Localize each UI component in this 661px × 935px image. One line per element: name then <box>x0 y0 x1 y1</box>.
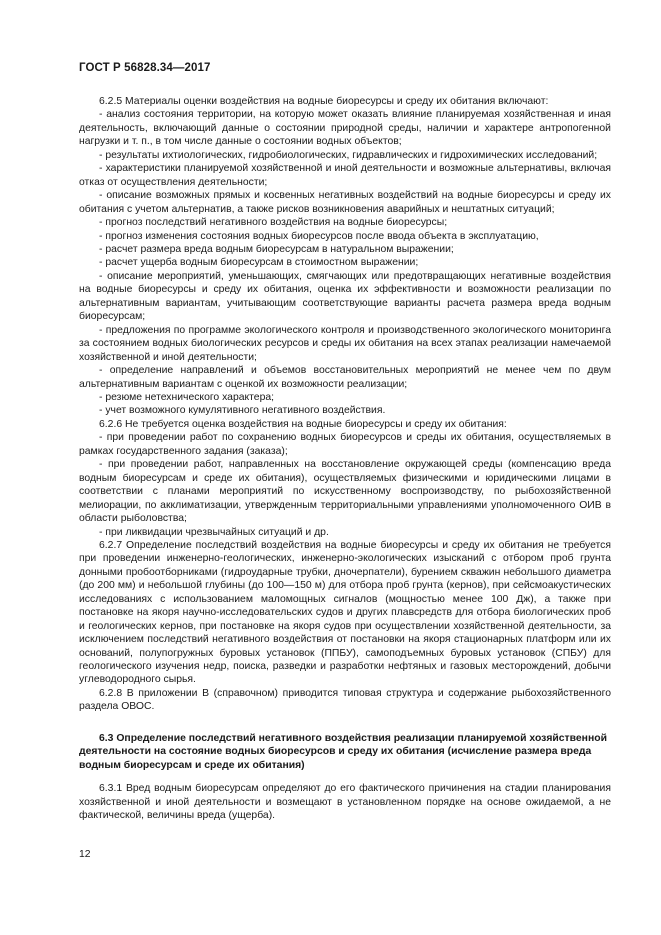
section-heading-6-3: 6.3 Определение последствий негативного воздействия реализации планируемой хозяйственной деятельности на состояние водных биоресурсов и среду их обитания (исчисление размера вреда водным биоресурсам и среде их обитания) <box>79 732 607 771</box>
list-item: - прогноз последствий негативного воздействия на водные биоресурсы; <box>99 217 448 229</box>
list-item: - анализ состояния территории, на которую может оказать влияние планируемая хозяйственная и иная деятельность, включающий данные о состоянии природной среды, наличии и характере антропогенной нагрузки и т. п., в том числе данные о состоянии водных объектов; <box>79 109 611 148</box>
list-item: - при проведении работ, направленных на восстановление окружающей среды (компенсацию вреда водным биоресурсам и среде их обитания), осуществляемых физическими и юридическими лицами в соответствии с планами мероприятий по искусственному воспроизводству, по рыбохозяйственной мелиорации, по акклиматизации, утвержденным территориальными управлениями уполномоченного ОИВ в области рыболовства; <box>79 459 611 525</box>
paragraph-6-2-6: 6.2.6 Не требуется оценка воздействия на водные биоресурсы и среду их обитания: <box>99 418 507 430</box>
list-item: - определение направлений и объемов восстановительных мероприятий не менее чем по двум альтернативным вариантам с оценкой их возможности реализации; <box>79 365 611 390</box>
list-item: - результаты ихтиологических, гидробиологических, гидравлических и гидрохимических исследований; <box>99 149 598 161</box>
list-item: - расчет размера вреда водным биоресурсам в натуральном выражении; <box>99 243 454 255</box>
paragraph-6-2-8: 6.2.8 В приложении В (справочном) приводится типовая структура и содержание рыбохозяйственного раздела ОВОС. <box>79 687 611 713</box>
list-item: - при проведении работ по сохранению водных биоресурсов и среды их обитания, осуществляемых в рамках государственного задания (заказа); <box>79 432 611 457</box>
document-header: ГОСТ Р 56828.34—2017 <box>79 62 211 74</box>
list-item: - описание мероприятий, уменьшающих, смягчающих или предотвращающих негативные воздействия на водные биоресурсы и среду их обитания, оценка их эффективности и возможности реализации по альтернативным вариантам, учитывающим соответствующие варианты расчета размера вреда водным биоресурсам; <box>79 270 611 323</box>
document-body <box>79 95 611 823</box>
list-item: - прогноз изменения состояния водных биоресурсов после ввода объекта в эксплуатацию, <box>99 230 539 242</box>
list-item: - резюме нетехнического характера; <box>99 391 275 403</box>
paragraph-6-3-1: 6.3.1 Вред водным биоресурсам определяют до его фактического причинения на стадии планирования хозяйственной и иной деятельности и возмещают в установленном порядке на основе ожидаемой, а не фактической, величины вреда (ущерба). <box>79 783 611 822</box>
page-number: 12 <box>79 849 91 860</box>
list-item: - характеристики планируемой хозяйственной и иной деятельности и возможные альтернативы, включая отказ от осуществления деятельности; <box>79 163 611 188</box>
list-item: - расчет ущерба водным биоресурсам в стоимостном выражении; <box>99 257 419 269</box>
list-item: - предложения по программе экологического контроля и производственного экологического мониторинга за состоянием водных биологических ресурсов и среды их обитания на всех этапах реализации намечаемой хозяйственной и иной деятельности; <box>79 324 611 363</box>
paragraph-6-2-5: 6.2.5 Материалы оценки воздействия на водные биоресурсы и среду их обитания включают: <box>99 96 549 107</box>
paragraph-6-2-7: 6.2.7 Определение последствий воздействия на водные биоресурсы и среду их обитания не требуется при проведении инженерно-геологических, инженерно-экологических изысканий с отбором проб грунта донными пробоотборниками (гидроударные трубки, дночерпатели), бурением скважин небольшого диаметра (до 200 мм) и небольшой глубины (до 100—150 м) для отбора проб грунта (кернов), при сейсмоакустических исследованиях с использованием маломощных сигналов (мощностью менее 100 Дж), а также при постановке на якоря научно-исследовательских судов и других плавсредств для отбора биологических проб и геологических кернов, при постановке на якоря судов при осуществлении хозяйственной деятельности, за исключением последствий негативного воздействия от постановки на якоря стационарных платформ или их оснований, полупогружных буровых установок (ППБУ), самоподъемных буровых установок (СПБУ) для геологического изучения недр, поиска, разведки и разработки нефтяных и газовых месторождений, добычи углеводородного сырья. <box>79 539 611 686</box>
list-item: - описание возможных прямых и косвенных негативных воздействий на водные биоресурсы и среду их обитания с учетом альтернатив, а также рисков возникновения аварийных и нештатных ситуаций; <box>79 190 611 215</box>
list-item: - учет возможного кумулятивного негативного воздействия. <box>99 405 386 417</box>
list-item: - при ликвидации чрезвычайных ситуаций и др. <box>99 526 329 538</box>
